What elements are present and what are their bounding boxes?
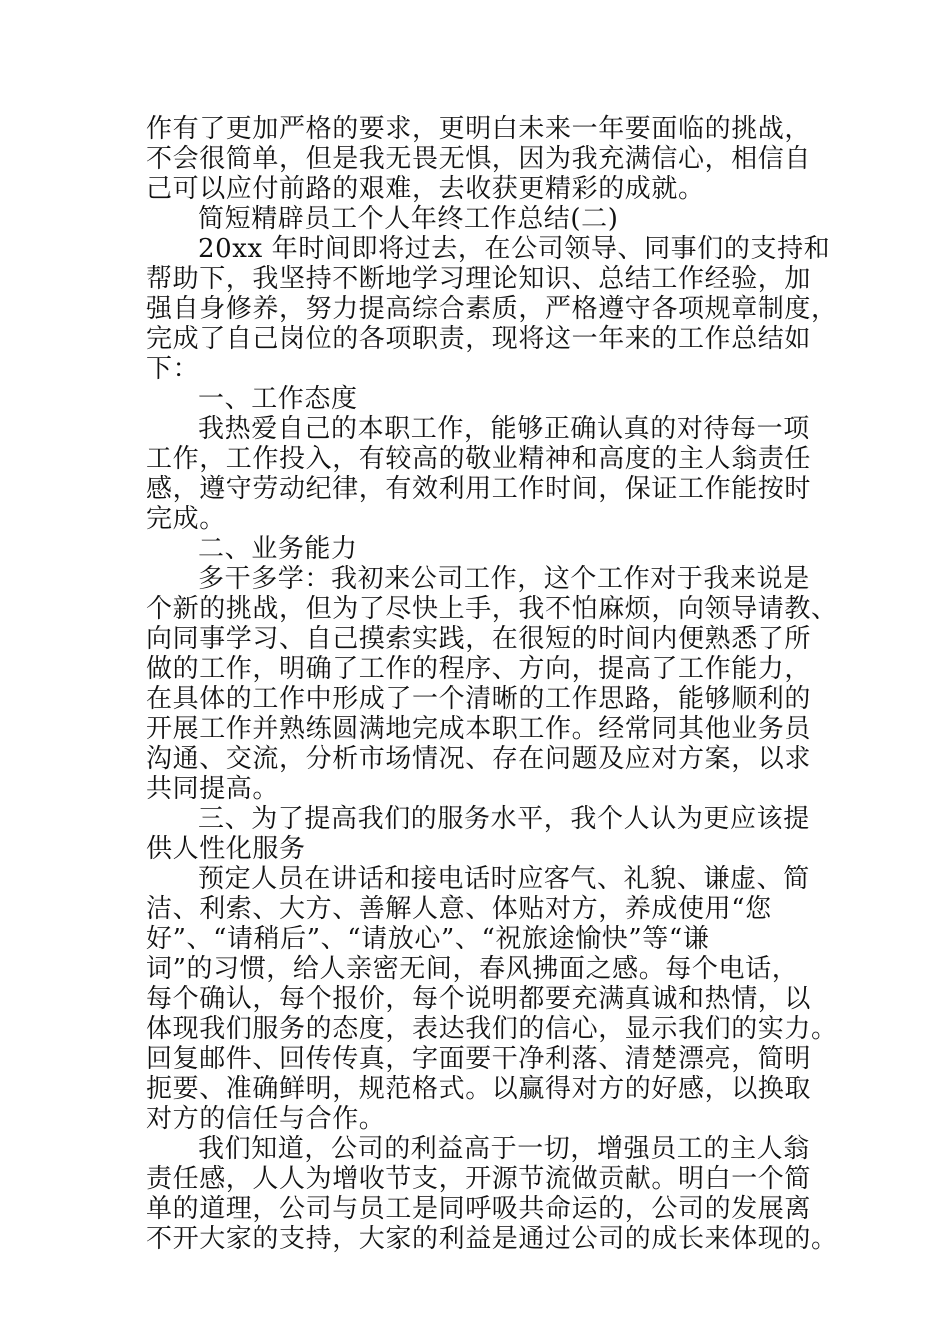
text-line: 完成了自己岗位的各项职责，现将这一年来的工作总结如 — [146, 324, 812, 354]
text-line: 一、工作态度 — [198, 384, 358, 414]
text-line: 责任感，人人为增收节支，开源节流做贡献。明白一个简 — [146, 1164, 812, 1194]
document-body — [146, 114, 838, 1254]
text-line: 回复邮件、回传传真，字面要干净利落、清楚漂亮，简明 — [146, 1044, 812, 1074]
text-line: 不会很简单，但是我无畏无惧，因为我充满信心，相信自 — [146, 144, 812, 174]
text-line: 沟通、交流，分析市场情况、存在问题及应对方案，以求 — [146, 744, 812, 774]
text-line: 供人性化服务 — [146, 834, 306, 864]
text-line: 我们知道，公司的利益高于一切，增强员工的主人翁 — [198, 1134, 810, 1164]
text-line: 对方的信任与合作。 — [146, 1104, 386, 1134]
text-line: 20xx 年时间即将过去，在公司领导、同事们的支持和 — [198, 234, 831, 264]
text-line: 每个确认，每个报价，每个说明都要充满真诚和热情，以 — [146, 984, 812, 1014]
text-line: 二、业务能力 — [198, 534, 358, 564]
text-line: 感，遵守劳动纪律，有效利用工作时间，保证工作能按时 — [146, 474, 812, 504]
text-line: 开展工作并熟练圆满地完成本职工作。经常同其他业务员 — [146, 714, 812, 744]
text-line: 扼要、准确鲜明，规范格式。以赢得对方的好感，以换取 — [146, 1074, 812, 1104]
text-line: 完成。 — [146, 504, 226, 534]
text-line: 向同事学习、自己摸索实践，在很短的时间内便熟悉了所 — [146, 624, 812, 654]
text-line: 简短精辟员工个人年终工作总结(二) — [198, 204, 619, 234]
text-line: 预定人员在讲话和接电话时应客气、礼貌、谦虚、简 — [198, 864, 810, 894]
text-line: 单的道理，公司与员工是同呼吸共命运的，公司的发展离 — [146, 1194, 812, 1224]
text-line: 帮助下，我坚持不断地学习理论知识、总结工作经验，加 — [146, 264, 812, 294]
text-line: 强自身修养，努力提高综合素质，严格遵守各项规章制度， — [146, 294, 838, 324]
text-line: 洁、利索、大方、善解人意、体贴对方，养成使用“您 — [146, 894, 772, 924]
text-line: 下： — [146, 354, 200, 384]
text-line: 我热爱自己的本职工作，能够正确认真的对待每一项 — [198, 414, 810, 444]
text-line: 工作，工作投入，有较高的敬业精神和高度的主人翁责任 — [146, 444, 812, 474]
text-line: 共同提高。 — [146, 774, 280, 804]
text-line: 三、为了提高我们的服务水平，我个人认为更应该提 — [198, 804, 810, 834]
text-line: 己可以应付前路的艰难，去收获更精彩的成就。 — [146, 174, 705, 204]
text-line: 在具体的工作中形成了一个清晰的工作思路，能够顺利的 — [146, 684, 812, 714]
text-line: 体现我们服务的态度，表达我们的信心，显示我们的实力。 — [146, 1014, 838, 1044]
text-line: 个新的挑战，但为了尽快上手，我不怕麻烦，向领导请教、 — [146, 594, 838, 624]
text-line: 词”的习惯，给人亲密无间，春风拂面之感。每个电话， — [146, 954, 799, 984]
text-line: 做的工作，明确了工作的程序、方向，提高了工作能力， — [146, 654, 812, 684]
text-line: 好”、“请稍后”、“请放心”、“祝旅途愉快”等“谦 — [146, 924, 710, 954]
text-line: 不开大家的支持，大家的利益是通过公司的成长来体现的。 — [146, 1224, 838, 1254]
text-line: 多干多学：我初来公司工作，这个工作对于我来说是 — [198, 564, 810, 594]
text-line: 作有了更加严格的要求，更明白未来一年要面临的挑战， — [146, 114, 812, 144]
